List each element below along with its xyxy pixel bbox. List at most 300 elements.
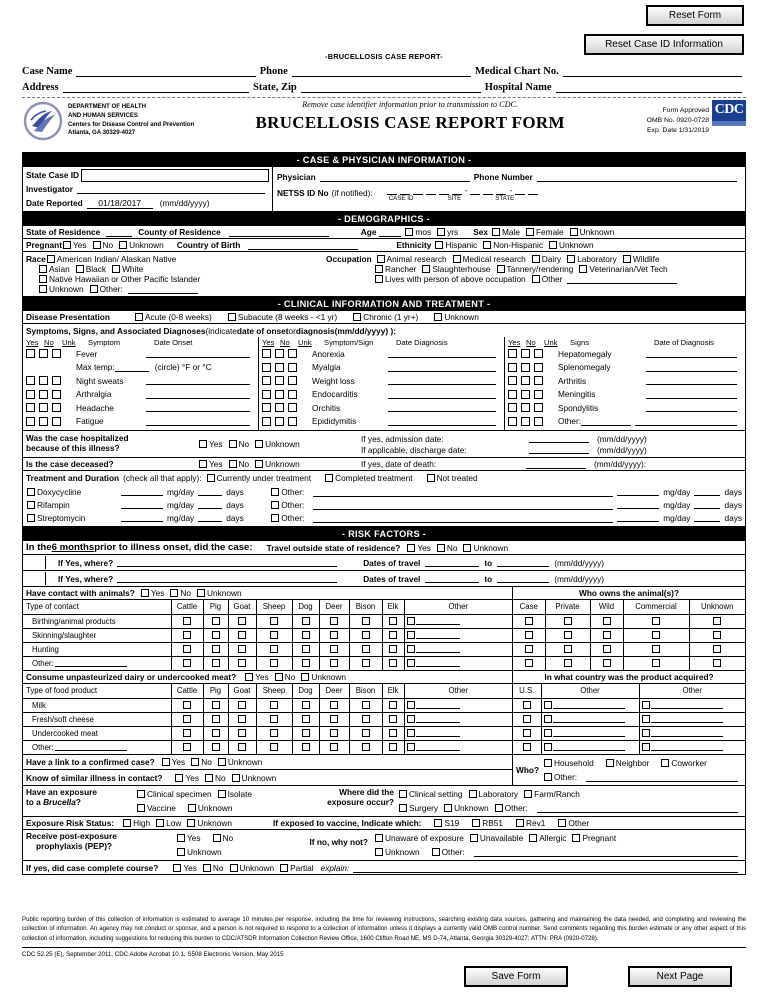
contact-other-sheep-checkbox[interactable] xyxy=(270,659,278,667)
country-r2-other1[interactable] xyxy=(541,712,639,726)
contact-skinning-deer[interactable] xyxy=(319,628,349,642)
food-meat-elk-checkbox[interactable] xyxy=(389,729,397,737)
risk-high-option[interactable] xyxy=(122,818,150,828)
hepatomegaly-yes-checkbox[interactable] xyxy=(508,349,517,358)
owner-r2-commercial-checkbox[interactable] xyxy=(652,631,660,639)
owner-r2-unknown[interactable] xyxy=(689,628,745,642)
country-r3-other1-checkbox[interactable] xyxy=(544,729,552,737)
ethnicity-nonhispanic-option[interactable] xyxy=(482,240,543,250)
country-r2-other1-checkbox[interactable] xyxy=(544,715,552,723)
death-date-input[interactable] xyxy=(526,460,586,469)
race-asian-checkbox[interactable] xyxy=(39,265,47,273)
hospitalized-unknown-option[interactable] xyxy=(254,439,300,449)
where-other-input[interactable] xyxy=(537,803,738,813)
owner-r3-case[interactable] xyxy=(513,642,545,656)
owner-r3-commercial[interactable] xyxy=(623,642,689,656)
food-milk-deer[interactable] xyxy=(319,698,349,712)
food-cheese-dog[interactable] xyxy=(292,712,319,726)
epididymitis-date-input[interactable] xyxy=(388,417,496,426)
netss-id-input[interactable]: - - xyxy=(387,185,539,195)
pregnant-yes-option[interactable] xyxy=(62,240,87,250)
food-meat-other[interactable] xyxy=(404,726,512,740)
travel-where-input-1[interactable] xyxy=(117,558,337,567)
country-r3-other2-input[interactable] xyxy=(651,729,723,737)
vaccine-other-checkbox[interactable] xyxy=(558,819,566,827)
contact-hunting-goat-checkbox[interactable] xyxy=(238,645,246,653)
streptomycin-dose-input[interactable] xyxy=(121,513,163,522)
treatment-other3-dose-input[interactable] xyxy=(617,513,659,522)
meningitis-unk-checkbox[interactable] xyxy=(534,390,543,399)
country-r4-other2[interactable] xyxy=(639,740,745,754)
doxycycline-dose-input[interactable] xyxy=(121,487,163,496)
animal-contact-unknown-checkbox[interactable] xyxy=(197,589,205,597)
contact-birthing-pig-checkbox[interactable] xyxy=(212,617,220,625)
complete-unknown-option[interactable] xyxy=(229,863,275,873)
contact-birthing-sheep-checkbox[interactable] xyxy=(270,617,278,625)
myalgia-date-input[interactable] xyxy=(388,363,496,372)
food-other-cattle-checkbox[interactable] xyxy=(183,743,191,751)
physician-input[interactable] xyxy=(320,172,470,182)
ethnicity-unknown-checkbox[interactable] xyxy=(549,241,557,249)
age-mos-option[interactable] xyxy=(404,227,431,237)
owner-r2-commercial[interactable] xyxy=(623,628,689,642)
treatment-other3-input[interactable] xyxy=(313,513,613,523)
state-zip-input[interactable] xyxy=(301,82,481,93)
myalgia-yes-checkbox[interactable] xyxy=(262,363,271,372)
age-mos-checkbox[interactable] xyxy=(405,228,413,236)
food-milk-other-input[interactable] xyxy=(416,701,460,709)
nightsweats-unk-checkbox[interactable] xyxy=(52,376,61,385)
arthritis-no-checkbox[interactable] xyxy=(521,376,530,385)
treatment-other1-days-input[interactable] xyxy=(694,487,720,496)
fatigue-no-checkbox[interactable] xyxy=(39,417,48,426)
similar-no-checkbox[interactable] xyxy=(205,774,213,782)
contact-birthing-bison[interactable] xyxy=(349,614,382,628)
contact-hunting-sheep[interactable] xyxy=(256,642,292,656)
country-r4-other1[interactable] xyxy=(541,740,639,754)
occupation-laboratory-checkbox[interactable] xyxy=(567,255,575,263)
where-unknown-option[interactable] xyxy=(443,803,489,813)
link-yes-option[interactable] xyxy=(161,757,186,767)
contact-birthing-pig[interactable] xyxy=(203,614,228,628)
vaccine-s19-checkbox[interactable] xyxy=(434,819,442,827)
pregnant-yes-checkbox[interactable] xyxy=(63,241,71,249)
owner-r4-commercial-checkbox[interactable] xyxy=(652,659,660,667)
treatment-current-option[interactable] xyxy=(206,473,312,483)
contact-hunting-elk[interactable] xyxy=(382,642,404,656)
vaccine-rev1-option[interactable] xyxy=(515,818,545,828)
epididymitis-yes-checkbox[interactable] xyxy=(262,417,271,426)
country-r1-other1-input[interactable] xyxy=(553,701,625,709)
occupation-dairy-checkbox[interactable] xyxy=(532,255,540,263)
contact-skinning-other[interactable] xyxy=(404,628,512,642)
race-nhpi-option[interactable] xyxy=(38,274,200,284)
risk-low-checkbox[interactable] xyxy=(156,819,164,827)
food-meat-cattle-checkbox[interactable] xyxy=(183,729,191,737)
contact-birthing-elk-checkbox[interactable] xyxy=(389,617,397,625)
travel-unknown-checkbox[interactable] xyxy=(463,544,471,552)
whynot-pregnant-checkbox[interactable] xyxy=(572,834,580,842)
case-name-input[interactable] xyxy=(76,66,255,77)
food-meat-goat[interactable] xyxy=(228,726,256,740)
state-residence-input[interactable] xyxy=(106,228,132,237)
owner-r3-commercial-checkbox[interactable] xyxy=(652,645,660,653)
splenomegaly-ynu[interactable] xyxy=(508,363,558,372)
contact-skinning-elk[interactable] xyxy=(382,628,404,642)
whynot-other-input[interactable] xyxy=(474,847,738,857)
owner-r1-private-checkbox[interactable] xyxy=(564,617,572,625)
food-other-other-input[interactable] xyxy=(416,743,460,751)
arthralgia-ynu[interactable] xyxy=(26,390,76,399)
where-clinical-setting-checkbox[interactable] xyxy=(399,790,407,798)
country-r1-other1[interactable] xyxy=(541,698,639,712)
nightsweats-ynu[interactable] xyxy=(26,376,76,385)
country-r3-other1-input[interactable] xyxy=(553,729,625,737)
contact-skinning-cattle-checkbox[interactable] xyxy=(183,631,191,639)
sex-male-option[interactable] xyxy=(491,227,520,237)
food-milk-goat-checkbox[interactable] xyxy=(238,701,246,709)
contact-hunting-elk-checkbox[interactable] xyxy=(389,645,397,653)
occupation-wildlife-checkbox[interactable] xyxy=(623,255,631,263)
disease-unknown-checkbox[interactable] xyxy=(434,313,442,321)
where-unknown-checkbox[interactable] xyxy=(444,804,452,812)
exposure-unknown-option[interactable] xyxy=(187,803,233,813)
food-other-pig[interactable] xyxy=(203,740,228,754)
where-farm-ranch-checkbox[interactable] xyxy=(524,790,532,798)
owner-r4-case-checkbox[interactable] xyxy=(525,659,533,667)
myalgia-no-checkbox[interactable] xyxy=(275,363,284,372)
food-meat-deer-checkbox[interactable] xyxy=(330,729,338,737)
occupation-wildlife-option[interactable] xyxy=(622,254,660,264)
complete-partial-checkbox[interactable] xyxy=(280,864,288,872)
exposure-clinical-specimen-checkbox[interactable] xyxy=(137,790,145,798)
food-other-dog[interactable] xyxy=(292,740,319,754)
country-r3-us-checkbox[interactable] xyxy=(523,729,531,737)
arthralgia-date-input[interactable] xyxy=(146,390,250,399)
food-meat-deer[interactable] xyxy=(319,726,349,740)
occupation-medical-research-option[interactable] xyxy=(452,254,526,264)
contact-hunting-bison-checkbox[interactable] xyxy=(362,645,370,653)
food-meat-cattle[interactable] xyxy=(171,726,203,740)
food-meat-elk[interactable] xyxy=(382,726,404,740)
exposure-vaccine-option[interactable] xyxy=(136,803,176,813)
anorexia-ynu[interactable] xyxy=(262,349,312,358)
whynot-other-checkbox[interactable] xyxy=(432,848,440,856)
occupation-veterinarian-option[interactable] xyxy=(578,264,667,274)
who-coworker-checkbox[interactable] xyxy=(661,759,669,767)
epididymitis-ynu[interactable] xyxy=(262,417,312,426)
phone-input[interactable] xyxy=(292,66,471,77)
owner-r1-wild[interactable] xyxy=(590,614,623,628)
owner-r1-case[interactable] xyxy=(513,614,545,628)
contact-birthing-deer[interactable] xyxy=(319,614,349,628)
where-laboratory-checkbox[interactable] xyxy=(469,790,477,798)
vaccine-rb51-option[interactable] xyxy=(471,818,503,828)
owner-r4-private[interactable] xyxy=(545,656,590,670)
food-other-sheep[interactable] xyxy=(256,740,292,754)
contact-birthing-dog-checkbox[interactable] xyxy=(302,617,310,625)
risk-high-checkbox[interactable] xyxy=(123,819,131,827)
county-residence-input[interactable] xyxy=(229,228,329,237)
whynot-unavailable-option[interactable] xyxy=(469,833,523,843)
myalgia-ynu[interactable] xyxy=(262,363,312,372)
pregnant-unknown-option[interactable] xyxy=(118,240,164,250)
reset-form-button[interactable]: Reset Form xyxy=(646,5,744,26)
contact-other-goat[interactable] xyxy=(228,656,256,670)
contact-skinning-other-input[interactable] xyxy=(416,631,460,639)
contact-other-cattle-checkbox[interactable] xyxy=(183,659,191,667)
food-meat-bison[interactable] xyxy=(349,726,382,740)
othersign-date-input[interactable] xyxy=(635,417,737,426)
weightloss-ynu[interactable] xyxy=(262,376,312,385)
vaccine-other-option[interactable] xyxy=(557,818,589,828)
where-laboratory-option[interactable] xyxy=(468,789,519,799)
country-r3-other2[interactable] xyxy=(639,726,745,740)
food-milk-bison[interactable] xyxy=(349,698,382,712)
sex-female-checkbox[interactable] xyxy=(526,228,534,236)
food-other-other-checkbox[interactable] xyxy=(407,743,415,751)
occupation-liveswith-option[interactable] xyxy=(374,274,526,284)
travel-unknown-option[interactable] xyxy=(462,543,508,553)
owner-r3-unknown-checkbox[interactable] xyxy=(713,645,721,653)
whynot-unknown-checkbox[interactable] xyxy=(375,848,383,856)
who-other-option[interactable] xyxy=(543,772,577,782)
consume-no-checkbox[interactable] xyxy=(275,673,283,681)
treatment-other2-days-input[interactable] xyxy=(694,500,720,509)
contact-other-other-checkbox[interactable] xyxy=(407,659,415,667)
link-yes-checkbox[interactable] xyxy=(162,758,170,766)
food-milk-dog[interactable] xyxy=(292,698,319,712)
nightsweats-date-input[interactable] xyxy=(146,376,250,385)
owner-r4-case[interactable] xyxy=(513,656,545,670)
contact-skinning-pig-checkbox[interactable] xyxy=(212,631,220,639)
anorexia-unk-checkbox[interactable] xyxy=(288,349,297,358)
contact-hunting-bison[interactable] xyxy=(349,642,382,656)
whynot-pregnant-option[interactable] xyxy=(571,833,616,843)
pep-yes-option[interactable] xyxy=(176,833,201,843)
race-unknown-option[interactable] xyxy=(38,284,84,294)
contact-skinning-goat-checkbox[interactable] xyxy=(238,631,246,639)
next-page-button[interactable]: Next Page xyxy=(628,966,732,987)
save-form-button[interactable]: Save Form xyxy=(464,966,568,987)
vaccine-rev1-checkbox[interactable] xyxy=(516,819,524,827)
orchitis-unk-checkbox[interactable] xyxy=(288,403,297,412)
reset-case-id-button[interactable]: Reset Case ID Information xyxy=(584,34,744,55)
othersign-yes-checkbox[interactable] xyxy=(508,417,517,426)
occupation-slaughterhouse-checkbox[interactable] xyxy=(422,265,430,273)
consume-yes-option[interactable] xyxy=(244,672,269,682)
food-cheese-sheep[interactable] xyxy=(256,712,292,726)
risk-unknown-option[interactable] xyxy=(186,818,232,828)
exposure-vaccine-checkbox[interactable] xyxy=(137,804,145,812)
where-surgery-checkbox[interactable] xyxy=(399,804,407,812)
splenomegaly-unk-checkbox[interactable] xyxy=(534,363,543,372)
owner-r1-unknown-checkbox[interactable] xyxy=(713,617,721,625)
contact-skinning-pig[interactable] xyxy=(203,628,228,642)
occupation-animal-research-checkbox[interactable] xyxy=(377,255,385,263)
food-meat-pig-checkbox[interactable] xyxy=(212,729,220,737)
ethnicity-hispanic-option[interactable] xyxy=(434,240,477,250)
food-other-sheep-checkbox[interactable] xyxy=(270,743,278,751)
state-case-id-input[interactable] xyxy=(81,169,269,182)
contact-other-dog-checkbox[interactable] xyxy=(302,659,310,667)
country-r1-other2-checkbox[interactable] xyxy=(642,701,650,709)
complete-unknown-checkbox[interactable] xyxy=(230,864,238,872)
fatigue-unk-checkbox[interactable] xyxy=(52,417,61,426)
treatment-other2-option[interactable] xyxy=(270,500,304,510)
food-milk-other-checkbox[interactable] xyxy=(407,701,415,709)
similar-unknown-option[interactable] xyxy=(231,773,277,783)
ethnicity-nonhispanic-checkbox[interactable] xyxy=(483,241,491,249)
owner-r4-unknown-checkbox[interactable] xyxy=(713,659,721,667)
complete-no-checkbox[interactable] xyxy=(203,864,211,872)
pregnant-no-checkbox[interactable] xyxy=(93,241,101,249)
endocarditis-unk-checkbox[interactable] xyxy=(288,390,297,399)
endocarditis-date-input[interactable] xyxy=(388,390,496,399)
age-yrs-checkbox[interactable] xyxy=(437,228,445,236)
where-clinical-setting-option[interactable] xyxy=(398,789,463,799)
pep-unknown-checkbox[interactable] xyxy=(177,848,185,856)
endocarditis-no-checkbox[interactable] xyxy=(275,390,284,399)
whynot-unavailable-checkbox[interactable] xyxy=(470,834,478,842)
weightloss-no-checkbox[interactable] xyxy=(275,376,284,385)
complete-yes-option[interactable] xyxy=(172,863,197,873)
country-r2-other1-input[interactable] xyxy=(553,715,625,723)
othersign-unk-checkbox[interactable] xyxy=(534,417,543,426)
owner-r1-private[interactable] xyxy=(545,614,590,628)
owner-r2-case[interactable] xyxy=(513,628,545,642)
epididymitis-no-checkbox[interactable] xyxy=(275,417,284,426)
hospitalized-yes-checkbox[interactable] xyxy=(199,440,207,448)
who-coworker-option[interactable] xyxy=(660,758,707,768)
risk-unknown-checkbox[interactable] xyxy=(187,819,195,827)
nightsweats-yes-checkbox[interactable] xyxy=(26,376,35,385)
contact-hunting-other[interactable] xyxy=(404,642,512,656)
age-yrs-option[interactable] xyxy=(436,227,458,237)
contact-birthing-other-checkbox[interactable] xyxy=(407,617,415,625)
race-other-option[interactable] xyxy=(89,284,123,294)
weightloss-date-input[interactable] xyxy=(388,376,496,385)
contact-skinning-dog-checkbox[interactable] xyxy=(302,631,310,639)
food-cheese-elk-checkbox[interactable] xyxy=(389,715,397,723)
country-r4-other1-checkbox[interactable] xyxy=(544,743,552,751)
contact-birthing-goat[interactable] xyxy=(228,614,256,628)
food-cheese-sheep-checkbox[interactable] xyxy=(270,715,278,723)
treatment-other3-option[interactable] xyxy=(270,513,304,523)
hepatomegaly-no-checkbox[interactable] xyxy=(521,349,530,358)
hepatomegaly-unk-checkbox[interactable] xyxy=(534,349,543,358)
link-unknown-checkbox[interactable] xyxy=(218,758,226,766)
country-r2-other2-checkbox[interactable] xyxy=(642,715,650,723)
spondylitis-date-input[interactable] xyxy=(646,403,737,412)
deceased-no-checkbox[interactable] xyxy=(229,460,237,468)
disease-chronic-checkbox[interactable] xyxy=(353,313,361,321)
occupation-other-option[interactable] xyxy=(531,274,563,284)
pep-unknown-option[interactable] xyxy=(176,847,222,857)
disease-unknown-option[interactable] xyxy=(433,312,479,322)
where-surgery-option[interactable] xyxy=(398,803,438,813)
owner-r3-private-checkbox[interactable] xyxy=(564,645,572,653)
occupation-other-checkbox[interactable] xyxy=(532,275,540,283)
nightsweats-no-checkbox[interactable] xyxy=(39,376,48,385)
similar-yes-checkbox[interactable] xyxy=(175,774,183,782)
arthralgia-yes-checkbox[interactable] xyxy=(26,390,35,399)
investigator-input[interactable] xyxy=(77,184,265,194)
contact-birthing-bison-checkbox[interactable] xyxy=(362,617,370,625)
whynot-unaware-checkbox[interactable] xyxy=(375,834,383,842)
food-cheese-deer-checkbox[interactable] xyxy=(330,715,338,723)
contact-skinning-bison-checkbox[interactable] xyxy=(362,631,370,639)
consume-unknown-option[interactable] xyxy=(300,672,346,682)
owner-r3-unknown[interactable] xyxy=(689,642,745,656)
owner-r4-wild-checkbox[interactable] xyxy=(603,659,611,667)
streptomycin-checkbox[interactable] xyxy=(27,514,35,522)
fever-date-input[interactable] xyxy=(146,349,250,358)
arthritis-date-input[interactable] xyxy=(646,376,737,385)
disease-acute-option[interactable] xyxy=(134,312,212,322)
owner-r3-private[interactable] xyxy=(545,642,590,656)
occupation-dairy-option[interactable] xyxy=(531,254,561,264)
contact-other-elk[interactable] xyxy=(382,656,404,670)
treatment-not-option[interactable] xyxy=(426,473,478,483)
country-r1-us-checkbox[interactable] xyxy=(523,701,531,709)
animal-contact-no-option[interactable] xyxy=(169,588,191,598)
anorexia-no-checkbox[interactable] xyxy=(275,349,284,358)
owner-r4-wild[interactable] xyxy=(590,656,623,670)
owner-r4-commercial[interactable] xyxy=(623,656,689,670)
contact-skinning-other-checkbox[interactable] xyxy=(407,631,415,639)
animal-contact-yes-option[interactable] xyxy=(140,588,165,598)
food-other-deer[interactable] xyxy=(319,740,349,754)
spondylitis-unk-checkbox[interactable] xyxy=(534,403,543,412)
food-meat-other-checkbox[interactable] xyxy=(407,729,415,737)
rifampin-checkbox[interactable] xyxy=(27,501,35,509)
contact-skinning-sheep[interactable] xyxy=(256,628,292,642)
country-r1-us[interactable] xyxy=(513,698,541,712)
food-cheese-pig[interactable] xyxy=(203,712,228,726)
pregnant-unknown-checkbox[interactable] xyxy=(119,241,127,249)
contact-birthing-dog[interactable] xyxy=(292,614,319,628)
contact-other-pig-checkbox[interactable] xyxy=(212,659,220,667)
streptomycin-days-input[interactable] xyxy=(198,513,222,522)
contact-skinning-deer-checkbox[interactable] xyxy=(330,631,338,639)
food-other-elk[interactable] xyxy=(382,740,404,754)
food-other-deer-checkbox[interactable] xyxy=(330,743,338,751)
contact-birthing-other-input[interactable] xyxy=(416,617,460,625)
food-other-cattle[interactable] xyxy=(171,740,203,754)
hospitalized-no-option[interactable] xyxy=(228,439,250,449)
fever-unk-checkbox[interactable] xyxy=(52,349,61,358)
food-cheese-cattle[interactable] xyxy=(171,712,203,726)
occupation-veterinarian-checkbox[interactable] xyxy=(579,265,587,273)
country-r3-other2-checkbox[interactable] xyxy=(642,729,650,737)
animal-contact-no-checkbox[interactable] xyxy=(170,589,178,597)
contact-other-cattle[interactable] xyxy=(171,656,203,670)
animal-contact-yes-checkbox[interactable] xyxy=(141,589,149,597)
travel-yes-option[interactable] xyxy=(406,543,431,553)
whynot-allergic-checkbox[interactable] xyxy=(529,834,537,842)
headache-date-input[interactable] xyxy=(146,403,250,412)
food-milk-sheep-checkbox[interactable] xyxy=(270,701,278,709)
contact-hunting-deer-checkbox[interactable] xyxy=(330,645,338,653)
owner-r1-case-checkbox[interactable] xyxy=(525,617,533,625)
vaccine-rb51-checkbox[interactable] xyxy=(472,819,480,827)
contact-other-other[interactable] xyxy=(404,656,512,670)
link-no-option[interactable] xyxy=(190,757,212,767)
country-r3-other1[interactable] xyxy=(541,726,639,740)
contact-skinning-bison[interactable] xyxy=(349,628,382,642)
treatment-completed-checkbox[interactable] xyxy=(325,474,333,482)
